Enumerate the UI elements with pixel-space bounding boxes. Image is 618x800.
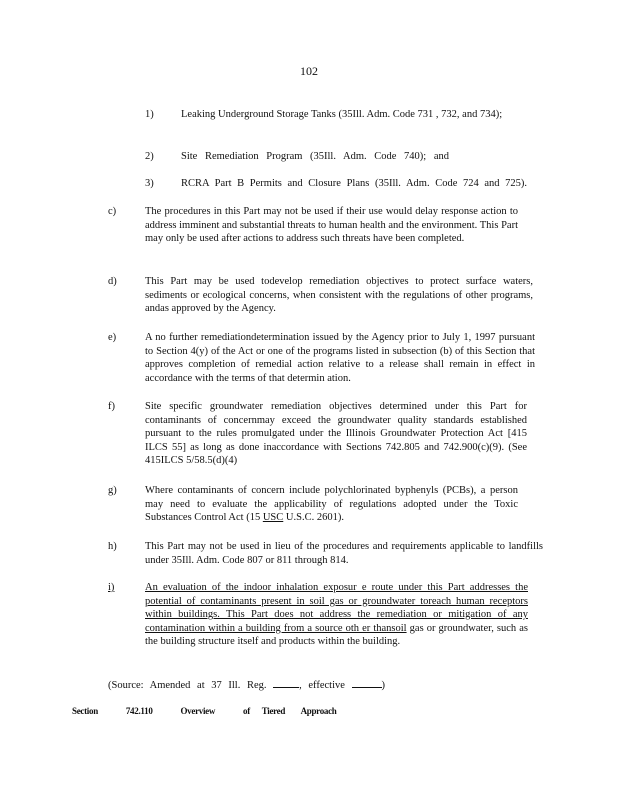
paragraph-g-label: g) (108, 485, 117, 496)
source-note-prefix: (Source: Amended at 37 Ill. Reg. (108, 680, 267, 691)
paragraph-g-text (145, 484, 518, 525)
source-note (108, 678, 428, 693)
section-heading-word-1: Overview (180, 706, 216, 716)
paragraph-d-text: This Part may be used todevelop remediation objectives to protect surface waters, sediments or ecological concerns, when consistent with the regulations of other programs, andas approved by the Agency. (145, 276, 533, 314)
paragraph-i-plain-text: gas or groundwater, such as the building structure itself and products within the building. (145, 622, 528, 647)
subitem-3-number: 3) (145, 178, 154, 189)
section-heading-word-4: Approach (300, 706, 337, 716)
paragraph-g-underlined: USC (262, 512, 284, 523)
paragraph-e-label: e) (108, 332, 117, 343)
section-heading-number: 742.110 (125, 706, 153, 716)
paragraph-h-label: h) (108, 541, 117, 552)
paragraph-f-label: f) (108, 401, 115, 412)
source-note-suffix: ) (381, 680, 386, 691)
section-heading-label: Section (72, 706, 98, 716)
paragraph-g-text-before: Where contaminants of concern include polychlorinated byphenyls (PCBs), a person may need to evaluate the applicability of regulations adopted under the Toxic Substances Control Act (15 (145, 485, 518, 523)
subitem-1-text: Leaking Underground Storage Tanks (35Ill. Adm. Code 731 , 732, and 734); (181, 109, 503, 120)
section-heading-word-2: of (243, 706, 250, 716)
section-heading-word-3: Tiered (261, 706, 286, 716)
source-note-blank-date (352, 678, 382, 688)
paragraph-d-label: d) (108, 276, 117, 287)
paragraph-e-text: A no further remediationdetermination issued by the Agency prior to July 1, 1997 pursuant to Section 4(y) of the Act or one of the programs listed in subsection (b) of this Section that approves completion of remedial action relative to a release shall remain in effect in accordance with the terms of that determin ation. (145, 332, 535, 384)
paragraph-i-underlined-text: An evaluation of the indoor inhalation exposur e route under this Part addresses the potential of contaminants present in soil gas or groundwater toreach human receptors within buildings. This Part does not address the remediation or mitigation of any contamination within a building from a source oth er thansoil (145, 582, 528, 634)
subitem-2-number: 2) (145, 151, 154, 162)
paragraph-f-text: Site specific groundwater remediation objectives determined under this Part for contaminants of concernmay exceed the groundwater quality standards established pursuant to the rules promulgated under the Illinois Groundwater Protection Act [415 ILCS 55] as long as done inaccordance with Sections 742.805 and 742.900(c)(9). (See 415ILCS 5/58.5(d)(4) (145, 401, 527, 466)
page-number: 102 (300, 64, 318, 78)
source-note-blank-reg (273, 678, 299, 688)
paragraph-c-label: c) (108, 206, 117, 217)
paragraph-g-text-after: U.S.C. 2601). (283, 512, 344, 523)
paragraph-c-text: The procedures in this Part may not be used if their use would delay response action to address imminent and substantial threats to human health and the environment. This Part may only be used after actions to address such threats have been completed. (145, 206, 518, 244)
section-heading (72, 706, 363, 716)
subitem-2-text: Site Remediation Program (35Ill. Adm. Code 740); and (181, 151, 450, 162)
paragraph-i-text (145, 581, 528, 649)
subitem-3-text: RCRA Part B Permits and Closure Plans (35Ill. Adm. Code 724 and 725). (181, 178, 528, 189)
paragraph-i-label: i) (108, 582, 115, 593)
paragraph-h-text: This Part may not be used in lieu of the procedures and requirements applicable to landfills under 35Ill. Adm. Code 807 or 811 through 814. (145, 541, 543, 566)
subitem-1-number: 1) (145, 109, 154, 120)
source-note-middle: , effective (299, 680, 345, 691)
